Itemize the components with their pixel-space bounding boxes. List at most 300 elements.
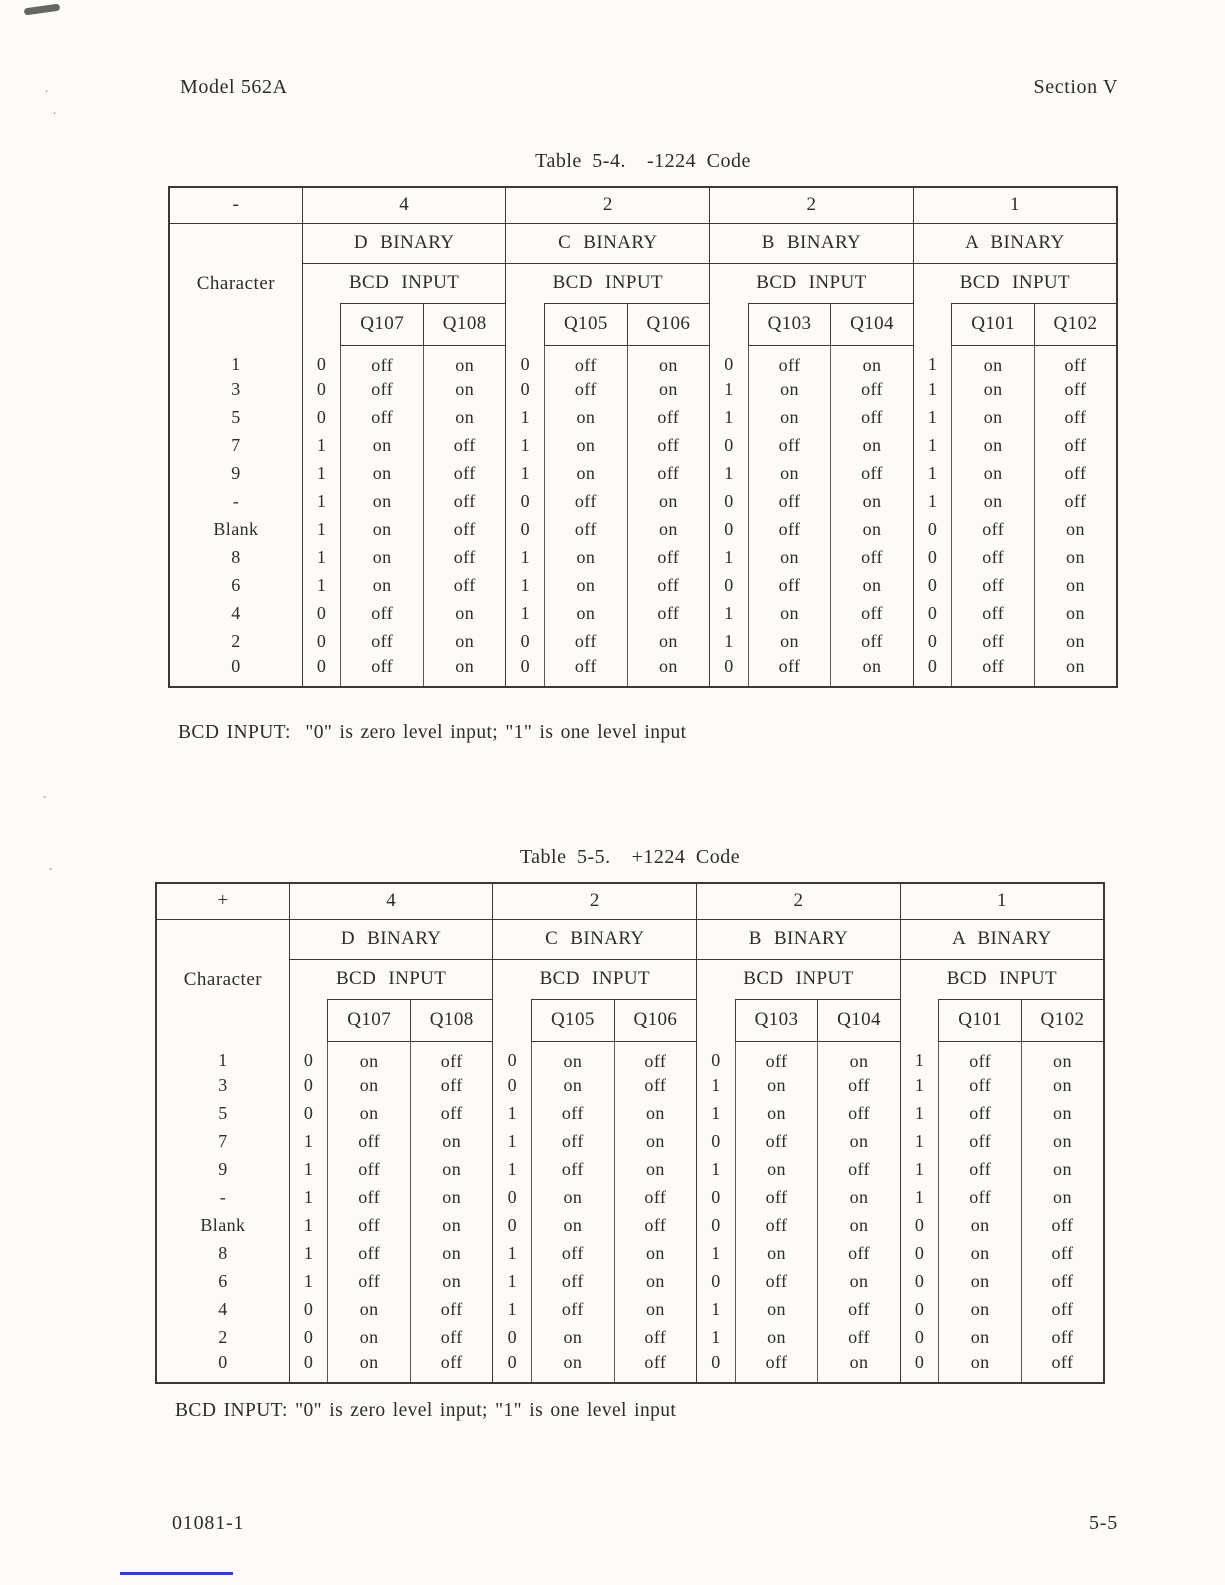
bit-cell: 1 <box>900 1156 939 1184</box>
bcd-input-cell: BCD INPUT <box>289 959 493 999</box>
character-header-cell: Character <box>196 273 276 295</box>
state-cell: on <box>423 656 506 687</box>
state-cell: off <box>614 1184 697 1212</box>
state-cell: off <box>735 1268 818 1296</box>
state-cell: on <box>735 1296 818 1324</box>
state-cell: on <box>532 1184 615 1212</box>
q-label-cell: Q104 <box>831 303 914 345</box>
character-cell: 2 <box>231 631 241 651</box>
state-cell: on <box>410 1268 493 1296</box>
q-label-cell: Q106 <box>614 999 697 1041</box>
scan-speck: · <box>44 84 49 100</box>
q-label-cell: Q108 <box>423 303 506 345</box>
q-label-cell: Q105 <box>532 999 615 1041</box>
state-cell: on <box>423 404 506 432</box>
weight-cell: 2 <box>506 187 710 223</box>
character-cell: 9 <box>231 463 241 483</box>
state-cell: off <box>735 1212 818 1240</box>
state-cell: off <box>627 600 710 628</box>
table-5-5-title: Table 5-5. +1224 Code <box>519 846 741 868</box>
state-cell: off <box>341 628 424 656</box>
character-cell: 6 <box>218 1271 228 1291</box>
state-cell: on <box>831 516 914 544</box>
q-label-cell: Q104 <box>818 999 901 1041</box>
state-cell: on <box>818 1128 901 1156</box>
state-cell: on <box>1034 600 1117 628</box>
bit-cell: 0 <box>289 1100 328 1128</box>
state-cell: on <box>545 544 628 572</box>
state-cell: on <box>952 432 1035 460</box>
character-cell: 4 <box>231 603 241 623</box>
table-row <box>156 1324 1104 1352</box>
state-cell: on <box>748 544 831 572</box>
q-label-cell: Q102 <box>1021 999 1104 1041</box>
q-label-cell: Q107 <box>328 999 411 1041</box>
character-cell: 1 <box>231 354 241 375</box>
character-cell: 4 <box>218 1299 228 1319</box>
state-cell: on <box>748 600 831 628</box>
table-row <box>169 544 1117 572</box>
weight-cell: 2 <box>697 883 901 919</box>
state-cell: off <box>423 488 506 516</box>
bcd-input-cell: BCD INPUT <box>900 959 1104 999</box>
table-row <box>169 572 1117 600</box>
state-cell: on <box>410 1128 493 1156</box>
state-cell: off <box>614 1072 697 1100</box>
page-number: 5-5 <box>1088 1512 1118 1534</box>
state-cell: on <box>532 1072 615 1100</box>
document-number: 01081-1 <box>172 1512 245 1534</box>
character-cell: 9 <box>218 1159 228 1179</box>
state-cell: off <box>748 572 831 600</box>
state-cell: on <box>952 404 1035 432</box>
state-cell: off <box>818 1324 901 1352</box>
bit-cell: 1 <box>506 460 545 488</box>
state-cell: off <box>952 544 1035 572</box>
state-cell: off <box>423 544 506 572</box>
group-name-cell: A BINARY <box>900 919 1104 959</box>
state-cell: off <box>939 1156 1022 1184</box>
bit-cell: 0 <box>506 628 545 656</box>
state-cell: on <box>939 1268 1022 1296</box>
state-cell: on <box>831 345 914 376</box>
character-cell: 8 <box>218 1243 228 1263</box>
state-cell: off <box>831 460 914 488</box>
state-cell: off <box>545 345 628 376</box>
q-label-cell: Q101 <box>939 999 1022 1041</box>
bit-cell: 1 <box>913 404 952 432</box>
bit-cell: 0 <box>506 656 545 687</box>
bit-cell: 0 <box>697 1184 736 1212</box>
state-cell: off <box>545 516 628 544</box>
state-cell: off <box>410 1324 493 1352</box>
state-cell: off <box>423 572 506 600</box>
state-cell: off <box>1034 488 1117 516</box>
sign-cell: + <box>156 883 289 919</box>
bit-cell: 1 <box>302 516 341 544</box>
bit-column-spacer <box>710 303 749 345</box>
bit-cell: 1 <box>697 1156 736 1184</box>
q-label-cell: Q108 <box>410 999 493 1041</box>
state-cell: on <box>939 1212 1022 1240</box>
weights-row <box>169 187 1117 223</box>
bit-cell: 1 <box>302 432 341 460</box>
bit-cell: 1 <box>493 1240 532 1268</box>
state-cell: off <box>545 488 628 516</box>
bit-cell: 0 <box>302 404 341 432</box>
group-names-row <box>169 223 1117 263</box>
state-cell: on <box>532 1212 615 1240</box>
state-cell: on <box>1021 1100 1104 1128</box>
character-cell: Blank <box>213 519 259 539</box>
weight-cell: 2 <box>710 187 914 223</box>
state-cell: off <box>831 600 914 628</box>
character-cell: - <box>232 491 240 511</box>
bcd-input-cell: BCD INPUT <box>710 263 914 303</box>
state-cell: off <box>614 1212 697 1240</box>
q-label-cell: Q103 <box>735 999 818 1041</box>
bit-column-spacer <box>900 999 939 1041</box>
state-cell: on <box>328 1100 411 1128</box>
state-cell: on <box>1021 1072 1104 1100</box>
bit-cell: 0 <box>710 488 749 516</box>
state-cell: on <box>818 1184 901 1212</box>
state-cell: on <box>423 600 506 628</box>
state-cell: off <box>1034 404 1117 432</box>
state-cell: off <box>818 1100 901 1128</box>
section-label: Section V <box>1033 76 1118 98</box>
state-cell: on <box>818 1268 901 1296</box>
bit-cell: 1 <box>289 1184 328 1212</box>
bit-cell: 0 <box>493 1212 532 1240</box>
state-cell: off <box>748 488 831 516</box>
state-cell: on <box>341 460 424 488</box>
bit-cell: 0 <box>697 1268 736 1296</box>
state-cell: off <box>328 1268 411 1296</box>
state-cell: on <box>545 432 628 460</box>
bcd-input-cell: BCD INPUT <box>913 263 1117 303</box>
state-cell: off <box>1034 345 1117 376</box>
bit-cell: 1 <box>697 1324 736 1352</box>
bit-cell: 0 <box>697 1352 736 1383</box>
state-cell: off <box>1021 1240 1104 1268</box>
bit-cell: 1 <box>710 460 749 488</box>
q-label-cell: Q103 <box>748 303 831 345</box>
character-header-cell: Character <box>183 969 263 991</box>
state-cell: on <box>410 1240 493 1268</box>
group-name-cell: D BINARY <box>302 223 506 263</box>
character-cell: 0 <box>218 1351 228 1372</box>
character-cell: 1 <box>218 1050 228 1071</box>
ink-underline <box>120 1572 233 1575</box>
bit-cell: 0 <box>913 656 952 687</box>
table-row <box>169 488 1117 516</box>
bit-cell: 0 <box>697 1041 736 1072</box>
state-cell: on <box>735 1324 818 1352</box>
table-row <box>156 1184 1104 1212</box>
state-cell: on <box>341 516 424 544</box>
bit-cell: 0 <box>900 1324 939 1352</box>
character-cell: 6 <box>231 575 241 595</box>
state-cell: on <box>735 1240 818 1268</box>
state-cell: off <box>748 656 831 687</box>
state-cell: on <box>939 1324 1022 1352</box>
table-row <box>156 1128 1104 1156</box>
state-cell: on <box>1034 656 1117 687</box>
table-row <box>169 404 1117 432</box>
bit-cell: 1 <box>900 1072 939 1100</box>
state-cell: on <box>614 1156 697 1184</box>
state-cell: off <box>952 656 1035 687</box>
q-label-cell: Q107 <box>341 303 424 345</box>
state-cell: on <box>939 1352 1022 1383</box>
state-cell: on <box>1034 572 1117 600</box>
group-name-cell: C BINARY <box>493 919 697 959</box>
bit-cell: 1 <box>289 1240 328 1268</box>
state-cell: off <box>748 516 831 544</box>
bit-cell: 1 <box>493 1268 532 1296</box>
scan-speck: · <box>48 862 53 878</box>
q-label-cell: Q105 <box>545 303 628 345</box>
state-cell: on <box>627 628 710 656</box>
bcd-input-cell: BCD INPUT <box>697 959 901 999</box>
state-cell: on <box>341 432 424 460</box>
state-cell: off <box>735 1041 818 1072</box>
bit-cell: 1 <box>900 1100 939 1128</box>
state-cell: on <box>614 1296 697 1324</box>
bit-cell: 0 <box>302 345 341 376</box>
sign-cell: - <box>169 187 302 223</box>
state-cell: off <box>423 516 506 544</box>
bit-cell: 0 <box>493 1324 532 1352</box>
weight-cell: 4 <box>302 187 506 223</box>
bit-cell: 1 <box>710 600 749 628</box>
character-cell: 5 <box>218 1103 228 1123</box>
bit-cell: 1 <box>913 345 952 376</box>
page-header <box>180 76 1118 99</box>
state-cell: off <box>532 1268 615 1296</box>
bit-cell: 0 <box>493 1352 532 1383</box>
state-cell: on <box>614 1268 697 1296</box>
table-row <box>169 628 1117 656</box>
state-cell: on <box>831 432 914 460</box>
state-cell: off <box>341 376 424 404</box>
bit-cell: 0 <box>493 1184 532 1212</box>
bcd-input-cell: BCD INPUT <box>493 959 697 999</box>
state-cell: on <box>735 1156 818 1184</box>
bit-cell: 1 <box>900 1184 939 1212</box>
bcd-input-note-1: BCD INPUT: "0" is zero level input; "1" is one level input <box>178 721 687 743</box>
group-name-cell: A BINARY <box>913 223 1117 263</box>
bit-cell: 0 <box>302 656 341 687</box>
bit-cell: 1 <box>302 488 341 516</box>
bit-cell: 1 <box>493 1128 532 1156</box>
table-5-5-block <box>155 846 1105 1422</box>
state-cell: off <box>423 432 506 460</box>
bit-cell: 0 <box>710 572 749 600</box>
bit-cell: 1 <box>493 1296 532 1324</box>
state-cell: off <box>748 345 831 376</box>
state-cell: off <box>818 1156 901 1184</box>
state-cell: off <box>1034 432 1117 460</box>
code-table <box>155 882 1105 1384</box>
state-cell: on <box>831 656 914 687</box>
table-row <box>156 1268 1104 1296</box>
bit-cell: 1 <box>302 544 341 572</box>
bcd-input-note-2: BCD INPUT: "0" is zero level input; "1" is one level input <box>175 1399 677 1421</box>
bit-cell: 0 <box>289 1296 328 1324</box>
state-cell: on <box>341 572 424 600</box>
bit-cell: 0 <box>913 544 952 572</box>
state-cell: on <box>1034 628 1117 656</box>
state-cell: on <box>328 1352 411 1383</box>
state-cell: off <box>341 600 424 628</box>
state-cell: on <box>627 488 710 516</box>
state-cell: off <box>952 516 1035 544</box>
bit-column-spacer <box>913 303 952 345</box>
state-cell: on <box>748 628 831 656</box>
state-cell: off <box>952 628 1035 656</box>
scan-speck: · <box>52 106 57 122</box>
state-cell: off <box>423 460 506 488</box>
state-cell: on <box>545 600 628 628</box>
state-cell: on <box>748 404 831 432</box>
state-cell: off <box>1021 1324 1104 1352</box>
table-5-4-block <box>168 150 1118 744</box>
character-cell: 0 <box>231 655 241 676</box>
state-cell: off <box>532 1100 615 1128</box>
bit-cell: 1 <box>710 376 749 404</box>
bit-cell: 0 <box>913 628 952 656</box>
state-cell: on <box>735 1100 818 1128</box>
bit-cell: 0 <box>289 1352 328 1383</box>
state-cell: off <box>1021 1268 1104 1296</box>
table-row <box>169 432 1117 460</box>
bit-cell: 1 <box>506 572 545 600</box>
table-row <box>156 1296 1104 1324</box>
state-cell: on <box>614 1128 697 1156</box>
state-cell: off <box>831 404 914 432</box>
state-cell: on <box>1021 1184 1104 1212</box>
bit-cell: 0 <box>506 516 545 544</box>
bit-cell: 0 <box>900 1268 939 1296</box>
state-cell: on <box>1021 1128 1104 1156</box>
state-cell: off <box>410 1100 493 1128</box>
state-cell: on <box>748 376 831 404</box>
model-label: Model 562A <box>180 76 288 98</box>
group-name-cell: B BINARY <box>697 919 901 959</box>
state-cell: on <box>818 1041 901 1072</box>
state-cell: off <box>545 628 628 656</box>
state-cell: off <box>735 1128 818 1156</box>
bit-cell: 0 <box>506 376 545 404</box>
state-cell: off <box>328 1128 411 1156</box>
bit-cell: 0 <box>493 1072 532 1100</box>
bit-cell: 1 <box>493 1156 532 1184</box>
state-cell: on <box>952 345 1035 376</box>
state-cell: on <box>1021 1041 1104 1072</box>
bit-cell: 1 <box>289 1128 328 1156</box>
bit-column-spacer <box>302 303 341 345</box>
table-row <box>169 600 1117 628</box>
state-cell: off <box>735 1184 818 1212</box>
state-cell: on <box>328 1296 411 1324</box>
table-row <box>169 516 1117 544</box>
state-cell: off <box>627 544 710 572</box>
state-cell: off <box>831 376 914 404</box>
state-cell: off <box>1021 1296 1104 1324</box>
bit-cell: 0 <box>506 345 545 376</box>
bit-cell: 1 <box>697 1100 736 1128</box>
state-cell: on <box>328 1041 411 1072</box>
state-cell: on <box>423 628 506 656</box>
bit-cell: 0 <box>913 516 952 544</box>
state-cell: on <box>532 1324 615 1352</box>
state-cell: off <box>614 1324 697 1352</box>
character-cell: 3 <box>231 379 241 399</box>
state-cell: on <box>748 460 831 488</box>
bit-cell: 0 <box>697 1128 736 1156</box>
state-cell: on <box>410 1212 493 1240</box>
table-row <box>156 1156 1104 1184</box>
character-cell: Blank <box>200 1215 246 1235</box>
bit-cell: 1 <box>289 1268 328 1296</box>
bit-cell: 0 <box>913 600 952 628</box>
state-cell: on <box>328 1072 411 1100</box>
weights-row <box>156 883 1104 919</box>
scan-smudge <box>24 4 61 16</box>
weight-cell: 1 <box>913 187 1117 223</box>
q-labels-row <box>169 303 1117 345</box>
bit-cell: 1 <box>913 460 952 488</box>
bit-cell: 0 <box>710 516 749 544</box>
state-cell: on <box>952 488 1035 516</box>
state-cell: off <box>341 345 424 376</box>
bit-cell: 0 <box>302 376 341 404</box>
state-cell: on <box>818 1212 901 1240</box>
state-cell: off <box>818 1296 901 1324</box>
bit-cell: 1 <box>289 1212 328 1240</box>
bit-cell: 1 <box>900 1128 939 1156</box>
state-cell: off <box>627 572 710 600</box>
state-cell: off <box>627 432 710 460</box>
table-row <box>169 345 1117 376</box>
state-cell: on <box>627 656 710 687</box>
bit-cell: 1 <box>506 600 545 628</box>
state-cell: on <box>545 460 628 488</box>
bit-cell: 0 <box>710 432 749 460</box>
table-row <box>156 1240 1104 1268</box>
group-name-cell: C BINARY <box>506 223 710 263</box>
bit-cell: 0 <box>710 656 749 687</box>
state-cell: off <box>818 1072 901 1100</box>
state-cell: on <box>545 572 628 600</box>
bit-cell: 0 <box>302 600 341 628</box>
bit-cell: 1 <box>710 628 749 656</box>
state-cell: off <box>627 404 710 432</box>
q-label-cell: Q102 <box>1034 303 1117 345</box>
state-cell: off <box>532 1240 615 1268</box>
state-cell: on <box>410 1156 493 1184</box>
character-cell: 2 <box>218 1327 228 1347</box>
bit-column-spacer <box>289 999 328 1041</box>
state-cell: off <box>410 1296 493 1324</box>
state-cell: on <box>735 1072 818 1100</box>
state-cell: off <box>939 1072 1022 1100</box>
state-cell: on <box>532 1352 615 1383</box>
bit-cell: 1 <box>302 572 341 600</box>
bit-cell: 0 <box>710 345 749 376</box>
